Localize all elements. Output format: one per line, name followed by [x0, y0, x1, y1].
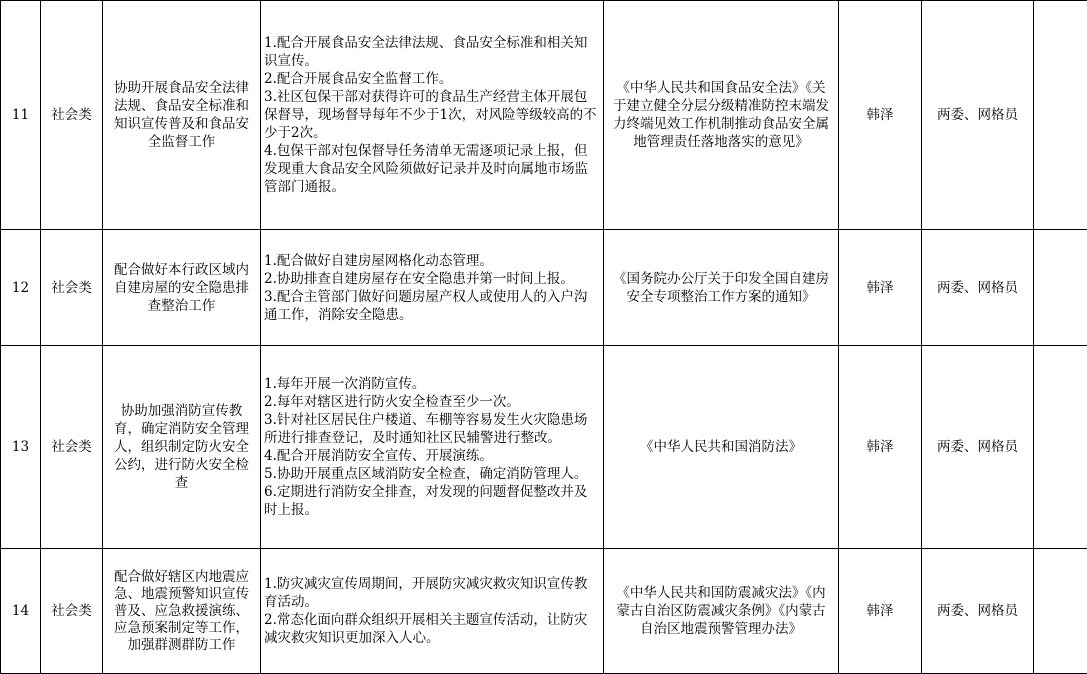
- item-category: 社会类: [41, 1, 103, 230]
- content-line: 1.防灾减灾宣传周期间，开展防灾减灾救灾知识宣传教育活动。: [264, 575, 600, 611]
- item-task: 配合做好本行政区域内自建房屋的安全隐患排查整治工作: [103, 230, 261, 346]
- item-basis: 《中华人民共和国食品安全法》《关于建立健全分层分级精准防控末端发力终端见效工作机制推动食品安全属地管理责任落地落实的意见》: [604, 1, 839, 230]
- item-responsible: 韩泽: [839, 549, 922, 674]
- item-basis: 《国务院办公厅关于印发全国自建房安全专项整治工作方案的通知》: [604, 230, 839, 346]
- item-category: 社会类: [41, 346, 103, 549]
- item-number: 12: [1, 230, 41, 346]
- content-line: 1.配合做好自建房屋网格化动态管理。: [264, 252, 600, 270]
- item-responsible: 韩泽: [839, 230, 922, 346]
- content-line: 4.包保干部对包保督导任务清单无需逐项记录上报，但发现重大食品安全风险须做好记录并及时向属地市场监管部门通报。: [264, 142, 600, 196]
- content-line: 5.协助开展重点区域消防安全检查，确定消防管理人。: [264, 465, 600, 483]
- item-responsible: 韩泽: [839, 346, 922, 549]
- content-line: 1.每年开展一次消防宣传。: [264, 375, 600, 393]
- item-content: [261, 346, 604, 549]
- table-row: [1, 549, 1087, 674]
- content-line: 2.常态化面向群众组织开展相关主题宣传活动，让防灾减灾救灾知识更加深入人心。: [264, 611, 600, 647]
- item-task: 配合做好辖区内地震应急、地震预警知识宣传普及、应急救援演练、应急预案制定等工作，加强群测群防工作: [103, 549, 261, 674]
- content-line: 4.配合开展消防安全宣传、开展演练。: [264, 447, 600, 465]
- table-body: [1, 1, 1087, 674]
- item-number: 11: [1, 1, 41, 230]
- table-row: [1, 346, 1087, 549]
- item-remark: [1034, 549, 1087, 674]
- item-category: 社会类: [41, 230, 103, 346]
- item-basis: 《中华人民共和国防震减灾法》《内蒙古自治区防震减灾条例》《内蒙古自治区地震预警管理办法》: [604, 549, 839, 674]
- item-basis: 《中华人民共和国消防法》: [604, 346, 839, 549]
- item-remark: [1034, 230, 1087, 346]
- item-remark: [1034, 346, 1087, 549]
- content-line: 3.针对社区居民住户楼道、车棚等容易发生火灾隐患场所进行排查登记，及时通知社区民辅警进行整改。: [264, 411, 600, 447]
- content-line: 3.配合主管部门做好问题房屋产权人或使用人的入户沟通工作，消除安全隐患。: [264, 288, 600, 324]
- content-line: 2.协助排查自建房屋存在安全隐患并第一时间上报。: [264, 270, 600, 288]
- item-number: 14: [1, 549, 41, 674]
- content-line: 6.定期进行消防安全排查，对发现的问题督促整改并及时上报。: [264, 483, 600, 519]
- item-content: [261, 1, 604, 230]
- item-executor: 两委、网格员: [922, 549, 1034, 674]
- item-number: 13: [1, 346, 41, 549]
- item-executor: 两委、网格员: [922, 346, 1034, 549]
- item-responsible: 韩泽: [839, 1, 922, 230]
- item-remark: [1034, 1, 1087, 230]
- item-category: 社会类: [41, 549, 103, 674]
- item-task: 协助开展食品安全法律法规、食品安全标准和知识宣传普及和食品安全监督工作: [103, 1, 261, 230]
- item-content: [261, 230, 604, 346]
- item-content: [261, 549, 604, 674]
- content-line: 2.配合开展食品安全监督工作。: [264, 70, 600, 88]
- item-executor: 两委、网格员: [922, 230, 1034, 346]
- item-task: 协助加强消防宣传教育，确定消防安全管理人，组织制定防火安全公约，进行防火安全检查: [103, 346, 261, 549]
- content-line: 2.每年对辖区进行防火安全检查至少一次。: [264, 393, 600, 411]
- content-line: 3.社区包保干部对获得许可的食品生产经营主体开展包保督导，现场督导每年不少于1次，对风险等级较高的不少于2次。: [264, 88, 600, 142]
- table-row: [1, 1, 1087, 230]
- content-line: 1.配合开展食品安全法律法规、食品安全标准和相关知识宣传。: [264, 34, 600, 70]
- table-row: [1, 230, 1087, 346]
- item-executor: 两委、网格员: [922, 1, 1034, 230]
